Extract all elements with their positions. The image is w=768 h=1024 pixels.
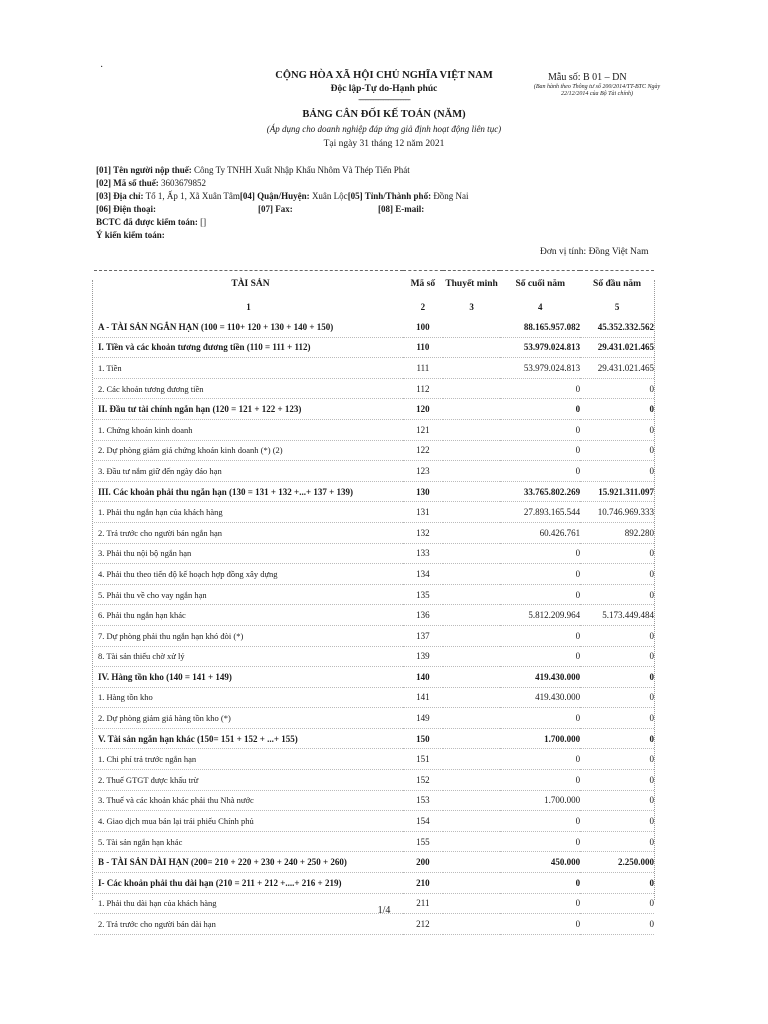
table-row [94, 770, 654, 791]
row-note [443, 419, 501, 440]
row-note [443, 440, 501, 461]
row-code: 121 [403, 419, 443, 440]
row-year-begin-value: 0 [580, 419, 654, 440]
row-item-name: 2. Trả trước cho người bán dài hạn [94, 914, 403, 935]
row-item-name: 2. Dự phòng giảm giá hàng tồn kho (*) [94, 708, 403, 729]
row-year-begin-value: 0 [580, 811, 654, 832]
address-label: [03] Địa chỉ: [96, 191, 144, 201]
column-number: 2 [420, 302, 426, 312]
row-code: 155 [403, 831, 443, 852]
row-code: 153 [403, 790, 443, 811]
row-note [443, 873, 501, 894]
row-code: 110 [403, 337, 443, 358]
row-year-begin-value: 10.746.969.333 [580, 502, 654, 523]
row-year-end-value: 0 [500, 811, 580, 832]
row-year-begin-value: 0 [580, 914, 654, 935]
table-row [94, 337, 654, 358]
row-item-name: 1. Tiền [94, 358, 403, 379]
row-year-begin-value: 0 [580, 790, 654, 811]
taxpayer-line [96, 165, 410, 175]
row-code: 137 [403, 625, 443, 646]
row-item-name: B - TÀI SẢN DÀI HẠN (200= 210 + 220 + 230 + 240 + 250 + 260) [94, 852, 403, 873]
header-assets: TÀI SẢN [94, 271, 403, 298]
table-row [94, 522, 654, 543]
row-note [443, 914, 501, 935]
row-item-name: 3. Phải thu nội bộ ngắn hạn [94, 543, 403, 564]
fax-field [258, 204, 293, 214]
row-year-end-value: 0 [500, 708, 580, 729]
row-year-end-value: 0 [500, 770, 580, 791]
row-year-begin-value: 0 [580, 893, 654, 914]
row-code: 141 [403, 687, 443, 708]
tax-code-line [96, 178, 206, 188]
header-year-begin: Số đầu năm [580, 271, 654, 298]
row-year-begin-value: 0 [580, 584, 654, 605]
balance-sheet-table [94, 270, 654, 935]
province-value: Đồng Nai [433, 191, 469, 201]
table-header-row [94, 271, 654, 298]
row-code: 112 [403, 378, 443, 399]
row-note [443, 811, 501, 832]
table-row [94, 440, 654, 461]
row-note [443, 522, 501, 543]
row-note [443, 378, 501, 399]
email-field [378, 204, 424, 214]
row-code: 150 [403, 728, 443, 749]
row-year-end-value: 0 [500, 914, 580, 935]
table-row [94, 708, 654, 729]
row-note [443, 790, 501, 811]
row-item-name: 1. Phải thu ngắn hạn của khách hàng [94, 502, 403, 523]
row-note [443, 667, 501, 688]
row-item-name: 3. Thuế và các khoản khác phải thu Nhà nước [94, 790, 403, 811]
row-year-begin-value: 0 [580, 543, 654, 564]
row-year-begin-value: 0 [580, 564, 654, 585]
table-row [94, 852, 654, 873]
row-year-begin-value: 0 [580, 873, 654, 894]
table-row [94, 873, 654, 894]
table-row [94, 378, 654, 399]
row-year-end-value: 0 [500, 419, 580, 440]
row-year-end-value: 0 [500, 646, 580, 667]
district-value: Xuân Lộc [311, 191, 348, 201]
row-code: 136 [403, 605, 443, 626]
table-row [94, 667, 654, 688]
row-year-begin-value: 5.173.449.484 [580, 605, 654, 626]
row-year-end-value: 5.812.209.964 [500, 605, 580, 626]
row-code: 200 [403, 852, 443, 873]
currency-unit: Đơn vị tính: Đồng Việt Nam [540, 247, 649, 257]
table-row [94, 461, 654, 482]
column-number: 3 [469, 302, 474, 312]
row-year-end-value: 88.165.957.082 [500, 317, 580, 337]
row-year-end-value: 1.700.000 [500, 728, 580, 749]
row-item-name: 1. Chi phí trả trước ngắn hạn [94, 749, 403, 770]
row-year-end-value: 0 [500, 440, 580, 461]
row-note [443, 399, 501, 420]
row-code: 130 [403, 481, 443, 502]
row-year-end-value: 0 [500, 543, 580, 564]
row-year-end-value: 0 [500, 378, 580, 399]
row-item-name: I. Tiền và các khoản tương đương tiền (110 = 111 + 112) [94, 337, 403, 358]
row-year-begin-value: 0 [580, 399, 654, 420]
row-year-end-value: 1.700.000 [500, 790, 580, 811]
row-year-end-value: 53.979.024.813 [500, 358, 580, 379]
row-item-name: 8. Tài sản thiếu chờ xử lý [94, 646, 403, 667]
row-code: 123 [403, 461, 443, 482]
national-subtitle: Độc lập-Tự do-Hạnh phúc [330, 84, 438, 94]
row-year-end-value: 0 [500, 584, 580, 605]
row-year-end-value: 0 [500, 831, 580, 852]
row-note [443, 770, 501, 791]
row-year-begin-value: 45.352.332.562 [580, 317, 654, 337]
row-note [443, 358, 501, 379]
row-note [443, 461, 501, 482]
table-body [94, 317, 654, 934]
column-number-row [94, 297, 654, 317]
row-year-end-value: 0 [500, 625, 580, 646]
row-code: 140 [403, 667, 443, 688]
row-note [443, 831, 501, 852]
phone-label: [06] Điện thoại: [96, 204, 156, 214]
row-year-begin-value: 0 [580, 378, 654, 399]
row-year-begin-value: 0 [580, 831, 654, 852]
header-separator: ------------------------------- [358, 95, 410, 104]
table-row [94, 419, 654, 440]
row-year-begin-value: 0 [580, 440, 654, 461]
row-note [443, 852, 501, 873]
row-year-end-value: 33.765.802.269 [500, 481, 580, 502]
table-row [94, 687, 654, 708]
address-line [96, 191, 469, 201]
row-note [443, 481, 501, 502]
row-year-begin-value: 29.431.021.465 [580, 337, 654, 358]
page-number: 1/4 [377, 905, 391, 916]
row-item-name: 1. Hàng tồn kho [94, 687, 403, 708]
form-code: Mẫu số: B 01 – DN [548, 72, 627, 83]
row-code: 212 [403, 914, 443, 935]
row-code: 210 [403, 873, 443, 894]
row-code: 120 [403, 399, 443, 420]
auditor-opinion-line [96, 230, 165, 240]
table-row [94, 749, 654, 770]
row-year-begin-value: 2.250.000 [580, 852, 654, 873]
row-code: 133 [403, 543, 443, 564]
table-row [94, 646, 654, 667]
row-code: 139 [403, 646, 443, 667]
row-item-name: A - TÀI SẢN NGẮN HẠN (100 = 110+ 120 + 130 + 140 + 150) [94, 317, 403, 337]
row-item-name: II. Đầu tư tài chính ngắn hạn (120 = 121 + 122 + 123) [94, 399, 403, 420]
row-item-name: 4. Phải thu theo tiến độ kế hoạch hợp đồng xây dựng [94, 564, 403, 585]
row-code: 152 [403, 770, 443, 791]
row-note [443, 584, 501, 605]
row-code: 122 [403, 440, 443, 461]
row-code: 134 [403, 564, 443, 585]
row-item-name: I- Các khoản phải thu dài hạn (210 = 211 + 212 +....+ 216 + 219) [94, 873, 403, 894]
row-code: 149 [403, 708, 443, 729]
table-row [94, 625, 654, 646]
row-code: 211 [403, 893, 443, 914]
row-year-end-value: 450.000 [500, 852, 580, 873]
row-note [443, 687, 501, 708]
table-row [94, 811, 654, 832]
document-title: BẢNG CÂN ĐỐI KẾ TOÁN (NĂM) [302, 109, 466, 120]
row-note [443, 749, 501, 770]
row-year-begin-value: 0 [580, 687, 654, 708]
table-row [94, 481, 654, 502]
row-note [443, 502, 501, 523]
row-code: 151 [403, 749, 443, 770]
row-note [443, 543, 501, 564]
row-item-name: 5. Phải thu về cho vay ngắn hạn [94, 584, 403, 605]
table-row [94, 728, 654, 749]
row-note [443, 564, 501, 585]
left-border [92, 280, 93, 900]
row-code: 135 [403, 584, 443, 605]
table-row [94, 317, 654, 337]
taxpayer-value: Công Ty TNHH Xuất Nhập Khẩu Nhôm Và Thép Tiến Phát [194, 165, 410, 175]
document-date: Tại ngày 31 tháng 12 năm 2021 [323, 139, 445, 149]
audited-value: [] [200, 217, 207, 227]
row-code: 131 [403, 502, 443, 523]
tax-code-label: [02] Mã số thuế: [96, 178, 159, 188]
row-item-name: 3. Đầu tư nắm giữ đến ngày đáo hạn [94, 461, 403, 482]
address-value: Tổ 1, Ấp 1, Xã Xuân Tâm [145, 191, 240, 201]
row-item-name: 1. Phải thu dài hạn của khách hàng [94, 893, 403, 914]
row-item-name: 2. Thuế GTGT được khấu trừ [94, 770, 403, 791]
row-item-name: 7. Dự phòng phải thu ngắn hạn khó đòi (*) [94, 625, 403, 646]
row-code: 111 [403, 358, 443, 379]
row-item-name: 5. Tài sản ngắn hạn khác [94, 831, 403, 852]
table-row [94, 358, 654, 379]
row-year-end-value: 0 [500, 873, 580, 894]
row-year-begin-value: 0 [580, 728, 654, 749]
row-year-end-value: 27.893.165.544 [500, 502, 580, 523]
row-item-name: III. Các khoản phải thu ngắn hạn (130 = 131 + 132 +...+ 137 + 139) [94, 481, 403, 502]
row-year-end-value: 0 [500, 399, 580, 420]
row-note [443, 605, 501, 626]
row-year-end-value: 0 [500, 564, 580, 585]
row-year-end-value: 419.430.000 [500, 667, 580, 688]
table-row [94, 564, 654, 585]
tax-code-value: 3603679852 [161, 178, 206, 188]
province-label: [05] Tỉnh/Thành phố: [347, 191, 432, 201]
row-year-begin-value: 892.280 [580, 522, 654, 543]
row-item-name: 2. Dự phòng giảm giá chứng khoán kinh doanh (*) (2) [94, 440, 403, 461]
row-note [443, 646, 501, 667]
row-year-begin-value: 29.431.021.465 [580, 358, 654, 379]
row-year-begin-value: 0 [580, 461, 654, 482]
row-year-end-value: 0 [500, 461, 580, 482]
form-note: (Ban hành theo Thông tư số 200/2014/TT-BTC Ngày 22/12/2014 của Bộ Tài chính) [533, 84, 661, 97]
table-row [94, 605, 654, 626]
row-note [443, 625, 501, 646]
row-year-end-value: 53.979.024.813 [500, 337, 580, 358]
row-year-begin-value: 0 [580, 646, 654, 667]
row-note [443, 317, 501, 337]
email-label: [08] E-mail: [378, 204, 425, 214]
table-row [94, 831, 654, 852]
row-year-end-value: 0 [500, 749, 580, 770]
district-label: [04] Quận/Huyện: [239, 191, 310, 201]
row-item-name: 1. Chứng khoán kinh doanh [94, 419, 403, 440]
column-number: 5 [614, 302, 620, 312]
contact-line [96, 204, 156, 214]
row-code: 132 [403, 522, 443, 543]
row-code: 100 [403, 317, 443, 337]
row-item-name: 2. Trả trước cho người bán ngắn hạn [94, 522, 403, 543]
table-row [94, 543, 654, 564]
taxpayer-label: [01] Tên người nộp thuế: [96, 165, 192, 175]
table-row [94, 790, 654, 811]
row-code: 154 [403, 811, 443, 832]
scan-mark: · [100, 62, 104, 73]
row-year-end-value: 0 [500, 893, 580, 914]
row-year-begin-value: 0 [580, 625, 654, 646]
row-year-end-value: 60.426.761 [500, 522, 580, 543]
right-border [654, 280, 655, 900]
row-item-name: IV. Hàng tồn kho (140 = 141 + 149) [94, 667, 403, 688]
row-note [443, 708, 501, 729]
document-subtitle: (Áp dụng cho doanh nghiệp đáp ứng giả định hoạt động liên tục) [266, 124, 502, 134]
column-number: 4 [538, 302, 543, 312]
row-note [443, 337, 501, 358]
fax-label: [07] Fax: [258, 204, 293, 214]
row-year-end-value: 419.430.000 [500, 687, 580, 708]
audited-line [96, 217, 206, 227]
header-year-end: Số cuối năm [500, 271, 580, 298]
row-year-begin-value: 0 [580, 770, 654, 791]
national-title: CỘNG HÒA XÃ HỘI CHỦ NGHĨA VIỆT NAM [275, 70, 493, 81]
audited-label: BCTC đã được kiểm toán: [96, 217, 198, 227]
row-year-begin-value: 0 [580, 708, 654, 729]
row-year-begin-value: 15.921.311.097 [580, 481, 654, 502]
row-note [443, 728, 501, 749]
row-item-name: V. Tài sản ngắn hạn khác (150= 151 + 152 + ...+ 155) [94, 728, 403, 749]
header-note: Thuyết minh [443, 271, 501, 298]
table-row [94, 502, 654, 523]
table-row [94, 914, 654, 935]
auditor-opinion-label: Ý kiến kiểm toán: [96, 230, 165, 240]
column-number: 1 [246, 302, 251, 312]
row-year-begin-value: 0 [580, 667, 654, 688]
table-row [94, 584, 654, 605]
row-item-name: 6. Phải thu ngắn hạn khác [94, 605, 403, 626]
row-year-begin-value: 0 [580, 749, 654, 770]
table-row [94, 399, 654, 420]
header-code: Mã số [403, 271, 443, 298]
row-item-name: 2. Các khoản tương đương tiền [94, 378, 403, 399]
row-item-name: 4. Giao dịch mua bán lại trái phiếu Chính phủ [94, 811, 403, 832]
